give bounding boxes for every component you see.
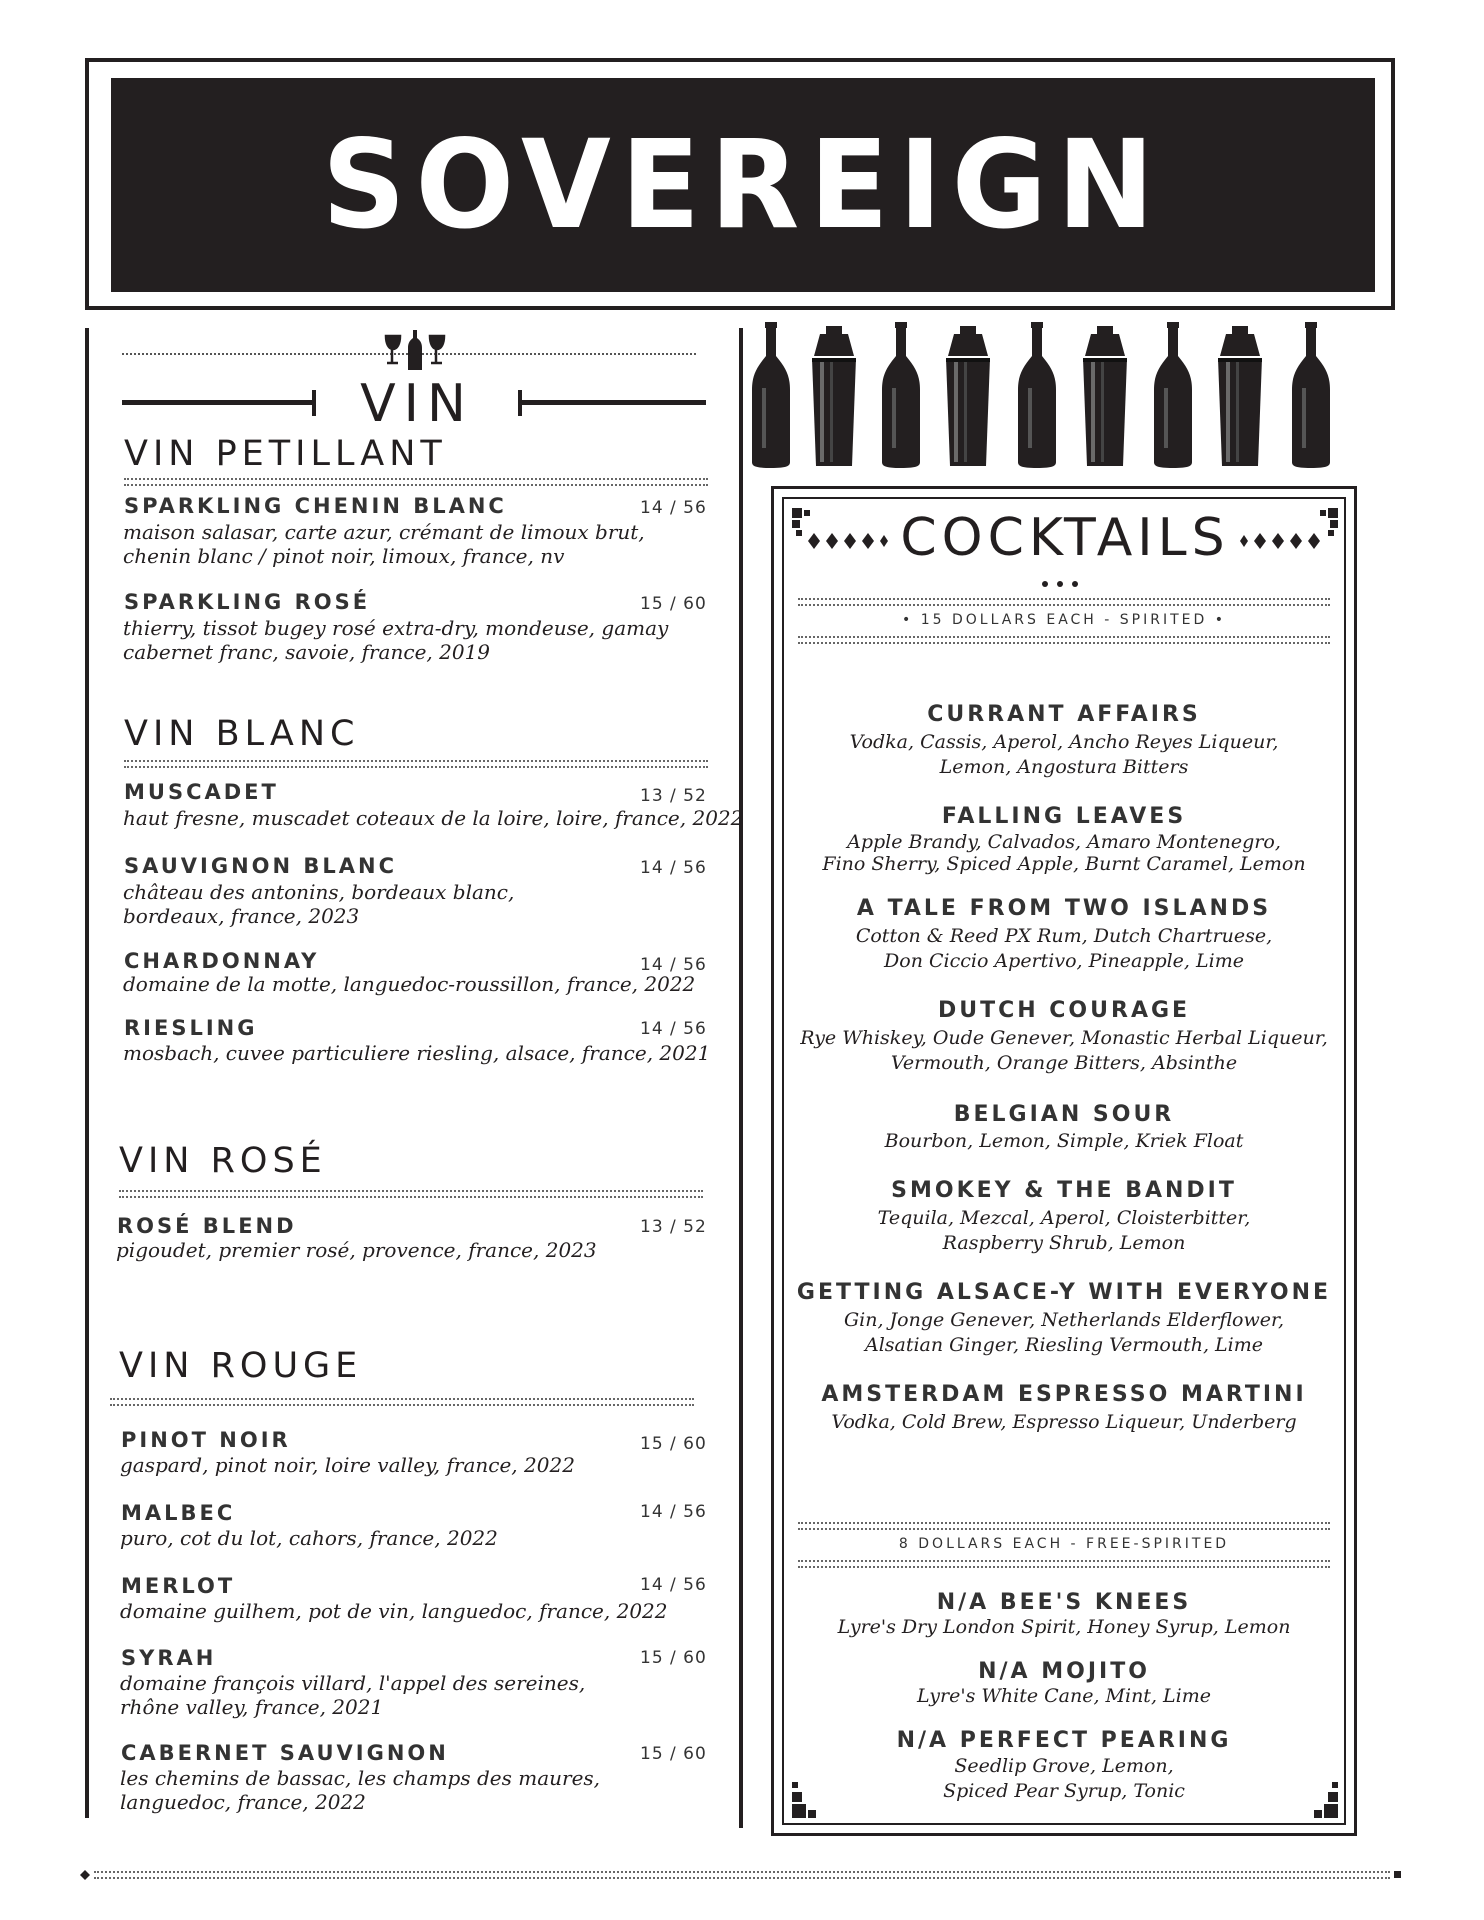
section-title-vin-petillant: VIN PETILLANT — [124, 434, 447, 474]
wine-item-name: SPARKLING CHENIN BLANC — [124, 494, 507, 518]
wine-item-name: RIESLING — [124, 1016, 258, 1040]
wine-item-desc: bordeaux, france, 2023 — [123, 904, 360, 928]
wine-item-desc: languedoc, france, 2022 — [120, 1790, 366, 1814]
wine-item-desc: haut fresne, muscadet coteaux de la loire, loire, france, 2022 — [123, 806, 744, 830]
wine-item-desc: mosbach, cuvee particuliere riesling, alsace, france, 2021 — [123, 1041, 711, 1065]
wine-item-desc: cabernet franc, savoie, france, 2019 — [123, 640, 491, 664]
wine-item-name: CABERNET SAUVIGNON — [121, 1741, 449, 1765]
wine-item-price: 14 / 56 — [640, 1575, 707, 1595]
wine-item-price: 15 / 60 — [640, 1648, 707, 1668]
wine-item-price: 14 / 56 — [640, 498, 707, 518]
wine-item-desc: pigoudet, premier rosé, provence, france, 2023 — [116, 1238, 597, 1262]
cocktail-desc: Fino Sherry, Spiced Apple, Burnt Caramel, Lemon — [822, 853, 1306, 875]
cocktail-desc: Apple Brandy, Calvados, Amaro Montenegro, — [847, 831, 1281, 853]
cocktail-desc: Spiced Pear Syrup, Tonic — [943, 1780, 1185, 1802]
bottles-and-shakers-illustration — [744, 322, 1362, 468]
footer-square-icon — [1394, 1871, 1401, 1878]
cocktail-name: N/A BEE'S KNEES — [936, 1590, 1192, 1615]
cocktail-desc: Gin, Jonge Genever, Netherlands Elderflower, — [843, 1309, 1284, 1331]
cocktail-desc: Lemon, Angostura Bitters — [939, 756, 1189, 778]
cocktail-desc: Seedlip Grove, Lemon, — [954, 1755, 1174, 1777]
vin-title: VIN — [360, 374, 474, 434]
wine-item-desc: domaine de la motte, languedoc-roussillon, france, 2022 — [123, 972, 696, 996]
diamond-row-left-icon — [808, 530, 888, 552]
wine-item-desc: les chemins de bassac, les champs des maures, — [120, 1766, 601, 1790]
cocktail-rule — [798, 598, 1330, 606]
section-rule — [110, 1398, 694, 1406]
wine-item-desc: chenin blanc / pinot noir, limoux, france, nv — [123, 544, 565, 568]
section-title-vin-rose: VIN ROSÉ — [119, 1141, 327, 1181]
wine-item-price: 14 / 56 — [640, 858, 707, 878]
wine-item-price: 15 / 60 — [640, 594, 707, 614]
section-rule — [119, 1190, 703, 1198]
wine-item-price: 14 / 56 — [640, 955, 707, 975]
wine-item-name: MUSCADET — [124, 780, 279, 804]
cocktail-name: DUTCH COURAGE — [937, 998, 1191, 1023]
wine-item-price: 13 / 52 — [640, 786, 707, 806]
cocktail-desc: Tequila, Mezcal, Aperol, Cloisterbitter, — [877, 1207, 1251, 1229]
ornament-dots-icon — [1040, 580, 1080, 588]
section-rule — [124, 760, 708, 768]
cocktail-name: FALLING LEAVES — [941, 804, 1187, 829]
vin-left-bar-cap — [312, 390, 316, 416]
wine-item-name: SAUVIGNON BLANC — [124, 854, 398, 878]
cocktail-desc: Bourbon, Lemon, Simple, Kriek Float — [884, 1130, 1244, 1152]
cocktail-desc: Vodka, Cassis, Aperol, Ancho Reyes Liqueur, — [849, 731, 1279, 753]
wine-item-desc: puro, cot du lot, cahors, france, 2022 — [120, 1526, 498, 1550]
footer-dotted-rule — [94, 1871, 1390, 1879]
wine-item-price: 14 / 56 — [640, 1019, 707, 1039]
cocktail-desc: Vodka, Cold Brew, Espresso Liqueur, Underberg — [831, 1411, 1297, 1433]
wine-item-desc: maison salasar, carte azur, crémant de limoux brut, — [123, 520, 645, 544]
section-title-vin-blanc: VIN BLANC — [124, 714, 360, 754]
cocktail-desc: Alsatian Ginger, Riesling Vermouth, Lime — [864, 1334, 1264, 1356]
cocktail-name: N/A MOJITO — [978, 1659, 1150, 1684]
cocktail-name: CURRANT AFFAIRS — [927, 702, 1201, 727]
free-spirited-price-label: 8 DOLLARS EACH - FREE-SPIRITED — [898, 1536, 1230, 1552]
cocktail-rule — [798, 1522, 1330, 1530]
wine-item-price: 13 / 52 — [640, 1217, 707, 1237]
wine-item-desc: château des antonins, bordeaux blanc, — [123, 880, 515, 904]
wine-item-name: SPARKLING ROSÉ — [124, 590, 371, 614]
section-title-vin-rouge: VIN ROUGE — [119, 1346, 363, 1386]
section-rule — [124, 478, 708, 486]
vin-left-bar — [122, 400, 312, 405]
cocktail-name: GETTING ALSACE-Y WITH EVERYONE — [796, 1280, 1332, 1305]
wine-item-name: MERLOT — [121, 1574, 236, 1598]
wine-item-name: SYRAH — [121, 1646, 217, 1670]
cocktail-name: N/A PERFECT PEARING — [896, 1728, 1232, 1753]
cocktails-title: COCKTAILS — [900, 508, 1230, 568]
cocktail-name: SMOKEY & THE BANDIT — [891, 1178, 1237, 1203]
wine-item-name: CHARDONNAY — [124, 949, 320, 973]
cocktail-rule — [798, 1560, 1330, 1568]
wine-item-name: PINOT NOIR — [121, 1428, 291, 1452]
left-column-rule — [85, 328, 89, 1818]
wine-item-desc: gaspard, pinot noir, loire valley, france, 2022 — [120, 1453, 575, 1477]
wine-item-name: MALBEC — [121, 1501, 236, 1525]
wine-item-desc: domaine guilhem, pot de vin, languedoc, france, 2022 — [120, 1599, 668, 1623]
center-column-rule — [739, 328, 743, 1828]
wine-item-price: 15 / 60 — [640, 1434, 707, 1454]
cocktail-name: AMSTERDAM ESPRESSO MARTINI — [821, 1382, 1307, 1407]
diamond-row-right-icon — [1240, 530, 1320, 552]
cocktail-desc: Raspberry Shrub, Lemon — [942, 1232, 1186, 1254]
wine-item-desc: domaine françois villard, l'appel des sereines, — [120, 1671, 586, 1695]
cocktail-desc: Lyre's Dry London Spirit, Honey Syrup, Lemon — [837, 1616, 1291, 1638]
cocktail-name: A TALE FROM TWO ISLANDS — [856, 896, 1272, 921]
wine-item-name: ROSÉ BLEND — [117, 1214, 297, 1238]
brand-title: SOVEREIGN — [321, 114, 1165, 256]
cocktail-desc: Vermouth, Orange Bitters, Absinthe — [890, 1052, 1238, 1074]
footer-diamond-icon — [80, 1870, 90, 1880]
cocktail-name: BELGIAN SOUR — [953, 1102, 1175, 1127]
cocktail-desc: Cotton & Reed PX Rum, Dutch Chartruese, — [855, 925, 1273, 947]
wine-glasses-bottle-icon — [384, 330, 446, 372]
wine-item-desc: thierry, tissot bugey rosé extra-dry, mondeuse, gamay — [123, 616, 669, 640]
spirited-price-label: • 15 DOLLARS EACH - SPIRITED • — [902, 612, 1226, 628]
cocktail-rule — [798, 636, 1330, 644]
vin-right-bar — [522, 400, 706, 405]
cocktail-desc: Rye Whiskey, Oude Genever, Monastic Herbal Liqueur, — [800, 1027, 1328, 1049]
cocktail-desc: Lyre's White Cane, Mint, Lime — [917, 1685, 1211, 1707]
cocktail-desc: Don Ciccio Apertivo, Pineapple, Lime — [884, 950, 1244, 972]
wine-item-desc: rhône valley, france, 2021 — [120, 1695, 384, 1719]
wine-item-price: 14 / 56 — [640, 1502, 707, 1522]
wine-item-price: 15 / 60 — [640, 1744, 707, 1764]
